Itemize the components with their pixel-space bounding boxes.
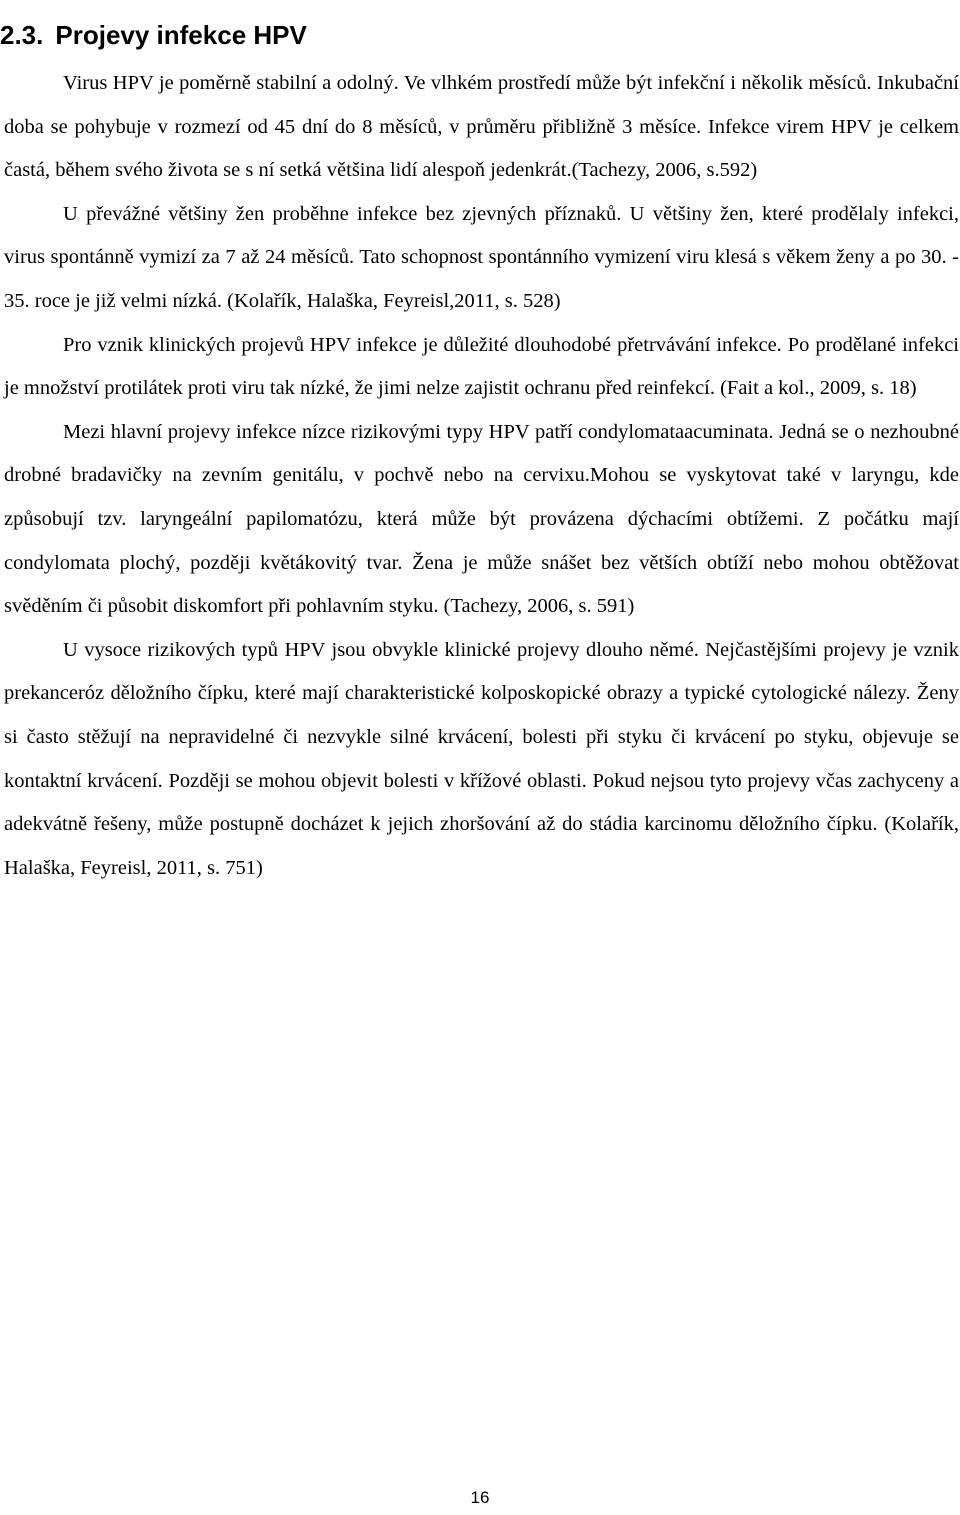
section-heading bbox=[0, 18, 307, 52]
paragraph: Mezi hlavní projevy infekce nízce rizikovými typy HPV patří condylomataacuminata. Jedná se o nezhoubné drobné bradavičky na zevním genitálu, v pochvě nebo na cervixu.Mohou se vyskytovat také v laryngu, kde způsobují tzv. laryngeální papilomatózu, která může být provázena dýchacími obtížemi. Z počátku mají condylomata plochý, později květákovitý tvar. Žena je může snášet bez větších obtíží nebo mohou obtěžovat svěděním či působit diskomfort při pohlavním styku. (Tachezy, 2006, s. 591) bbox=[4, 420, 959, 618]
paragraph: U vysoce rizikových typů HPV jsou obvykle klinické projevy dlouho němé. Nejčastějšími projevy je vznik prekanceróz děložního čípku, které mají charakteristické kolposkopické obrazy a typické cytologické nálezy. Ženy si často stěžují na nepravidelné či nezvykle silné krvácení, bolesti při styku či krvácení po styku, objevuje se kontaktní krvácení. Později se mohou objevit bolesti v křížové oblasti. Pokud nejsou tyto projevy včas zachyceny a adekvátně řešeny, může postupně docházet k jejich zhoršování až do stádia karcinomu děložního čípku. (Kolařík, Halaška, Feyreisl, 2011, s. 751) bbox=[4, 638, 959, 879]
section-number: 2.3. bbox=[0, 19, 44, 50]
paragraph: U převážné většiny žen proběhne infekce bez zjevných příznaků. U většiny žen, které prodělaly infekci, virus spontánně vymizí za 7 až 24 měsíců. Tato schopnost spontánního vymizení viru klesá s věkem ženy a po 30. - 35. roce je již velmi nízká. (Kolařík, Halaška, Feyreisl,2011, s. 528) bbox=[4, 202, 959, 312]
page-number: 16 bbox=[470, 1488, 490, 1507]
section-title: Projevy infekce HPV bbox=[55, 19, 307, 50]
paragraph: Pro vznik klinických projevů HPV infekce je důležité dlouhodobé přetrvávání infekce. Po prodělané infekci je množství protilátek proti viru tak nízké, že jimi nelze zajistit ochranu před reinfekcí. (Fait a kol., 2009, s. 18) bbox=[4, 333, 959, 400]
body-text bbox=[4, 62, 959, 890]
paragraph: Virus HPV je poměrně stabilní a odolný. Ve vlhkém prostředí může být infekční i několik měsíců. Inkubační doba se pohybuje v rozmezí od 45 dní do 8 měsíců, v průměru přibližně 3 měsíce. Infekce virem HPV je celkem častá, během svého života se s ní setká většina lidí alespoň jedenkrát.(Tachezy, 2006, s.592) bbox=[4, 72, 959, 182]
